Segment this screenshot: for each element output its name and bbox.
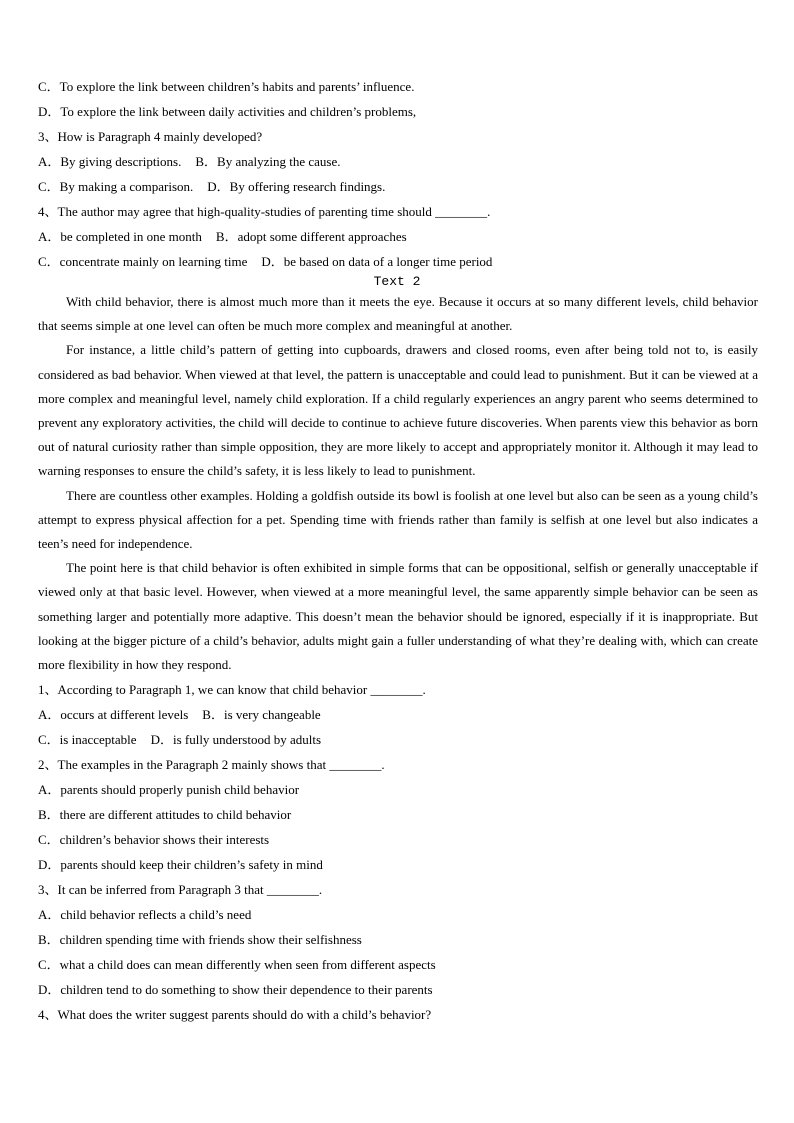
option-a: A．occurs at different levels bbox=[38, 707, 189, 723]
option-b: B．By analyzing the cause. bbox=[195, 154, 341, 169]
option-line: C．what a child does can mean differently when seen from different aspects bbox=[38, 957, 436, 973]
document-page bbox=[38, 74, 758, 1027]
option-pair-line bbox=[38, 224, 758, 249]
option-line: C．To explore the link between children’s habits and parents’ influence. bbox=[38, 79, 415, 94]
option-c: C．concentrate mainly on learning time bbox=[38, 254, 248, 269]
prev-questions bbox=[38, 74, 758, 274]
option-pair-line bbox=[38, 727, 758, 752]
option-c: C．By making a comparison. bbox=[38, 179, 194, 194]
option-d: D．be based on data of a longer time period bbox=[261, 254, 493, 269]
option-pair-line bbox=[38, 249, 758, 274]
option-line: B．there are different attitudes to child behavior bbox=[38, 807, 292, 823]
option-line: A．parents should properly punish child behavior bbox=[38, 782, 300, 798]
text-2-questions bbox=[38, 677, 758, 1027]
question-line: 3、How is Paragraph 4 mainly developed? bbox=[38, 129, 263, 144]
option-d: D．By offering research findings. bbox=[207, 179, 386, 194]
passage-paragraph-2: For instance, a little child’s pattern of getting into cupboards, drawers and closed rooms, even after being told not to, is easily considered as bad behavior. When viewed at that level, the pattern is unacceptable and could lead to punishment. But it can be viewed at a more complex and meaningful level, namely child exploration. If a child regularly experiences an angry parent who seems determined to prevent any exploratory activities, the child will decide to continue to achieve future discoveries. When parents view this behavior as born out of natural curiosity rather than simple opposition, they are more likely to accept and appropriately monitor it. Although it may lead to warning responses to ensure the child’s safety, it is less likely to lead to punishment. bbox=[38, 342, 758, 479]
text-2-title: Text 2 bbox=[373, 274, 421, 289]
option-b: B．is very changeable bbox=[202, 707, 321, 723]
question-line: 4、The author may agree that high-quality-studies of parenting time should ________. bbox=[38, 204, 491, 219]
option-line: D．To explore the link between daily activities and children’s problems, bbox=[38, 104, 417, 119]
option-b: B．adopt some different approaches bbox=[215, 229, 407, 244]
question-line: 4、What does the writer suggest parents should do with a child’s behavior? bbox=[38, 1007, 432, 1023]
option-line: B．children spending time with friends show their selfishness bbox=[38, 932, 362, 948]
text-2-passage bbox=[38, 290, 758, 677]
option-a: A．be completed in one month bbox=[38, 229, 202, 244]
option-pair-line bbox=[38, 174, 758, 199]
option-pair-line bbox=[38, 149, 758, 174]
option-pair-line bbox=[38, 702, 758, 727]
passage-paragraph-4: The point here is that child behavior is often exhibited in simple forms that can be oppositional, selfish or generally unacceptable if viewed only at that basic level. However, when viewed at a more meaningful level, the same apparently simple behavior can be seen as something larger and potentially more adaptive. This doesn’t mean the behavior should be ignored, especially if it is inappropriate. But looking at the bigger picture of a child’s behavior, adults might gain a fuller understanding of what they’re dealing with, which can create more flexibility in how they respond. bbox=[38, 560, 758, 673]
question-line: 2、The examples in the Paragraph 2 mainly shows that ________. bbox=[38, 757, 385, 773]
passage-paragraph-3: There are countless other examples. Holding a goldfish outside its bowl is foolish at one level but also can be seen as a young child’s attempt to express physical affection for a pet. Spending time with friends rather than family is selfish at one level but also indicates a teen’s need for independence. bbox=[38, 487, 758, 552]
option-line: D．parents should keep their children’s safety in mind bbox=[38, 857, 323, 873]
option-line: C．children’s behavior shows their interests bbox=[38, 832, 270, 848]
option-line: A．child behavior reflects a child’s need bbox=[38, 907, 252, 923]
question-line: 3、It can be inferred from Paragraph 3 that ________. bbox=[38, 882, 323, 898]
option-d: D．is fully understood by adults bbox=[150, 732, 321, 748]
option-a: A．By giving descriptions. bbox=[38, 154, 182, 169]
option-c: C．is inacceptable bbox=[38, 732, 137, 748]
question-line: 1、According to Paragraph 1, we can know that child behavior ________. bbox=[38, 682, 426, 698]
option-line: D．children tend to do something to show their dependence to their parents bbox=[38, 982, 433, 998]
passage-paragraph-1: With child behavior, there is almost much more than it meets the eye. Because it occurs at so many different levels, child behavior that seems simple at one level can often be much more complex and meaningful at another. bbox=[38, 294, 758, 334]
